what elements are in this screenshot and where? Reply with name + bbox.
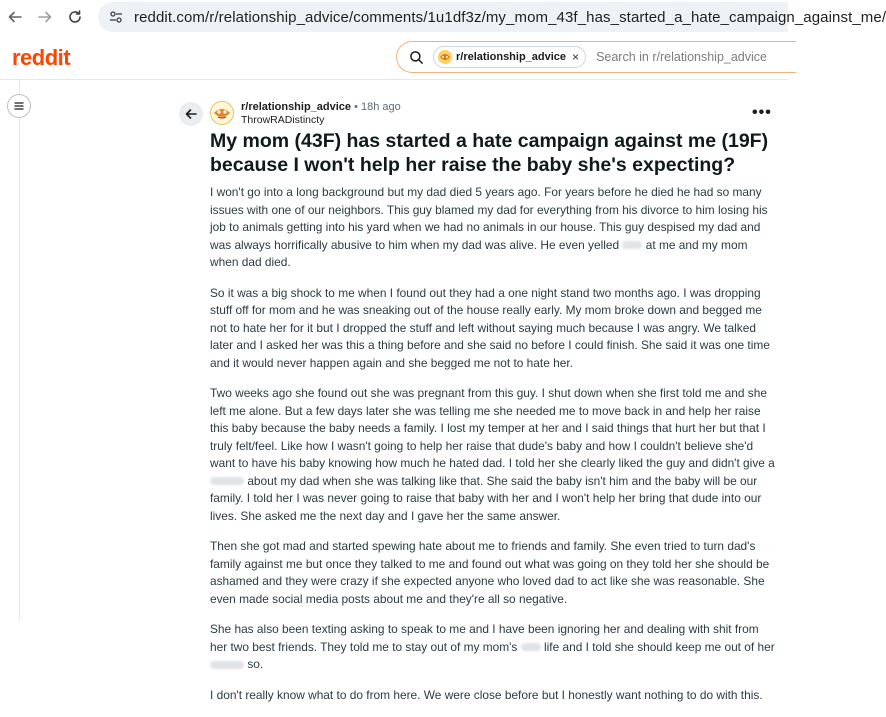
post-meta [241,101,401,113]
url-text: reddit.com/r/relationship_advice/comments/1u1df3z/my_mom_43f_has_started_a_hate_campaign_against_me/ [134,8,886,26]
post-body [210,184,778,717]
post-paragraph: Then she got mad and started spewing hate about me to friends and family. She even tried to turn dad's family against me but once they talked to me and found out what was going on they told her she should be ashamed and they were crazy if she expected anyone who loved dad to act like she was reasonable. She even made social media posts about me and they're all so negative. [210,539,770,606]
search-icon [409,49,425,65]
chip-label: r/relationship_advice [456,51,567,63]
post-paragraph: She has also been texting asking to speak to me and I have been ignoring her and dealing with shit from her two best friends. They told me to stay out of my mom's life and I told she should keep me out of her so. [210,622,775,671]
site-settings-icon[interactable] [108,9,124,25]
search-bar[interactable] [396,41,796,73]
reddit-logo[interactable]: reddit [12,45,71,70]
subreddit-avatar-icon [438,50,452,64]
back-arrow-icon[interactable] [4,6,26,28]
reload-icon[interactable] [64,6,86,28]
subreddit-filter-chip[interactable] [433,46,586,68]
subreddit-link[interactable]: r/relationship_advice [241,101,352,113]
more-options-icon[interactable]: ••• [752,104,772,121]
censored-word [521,643,541,651]
subreddit-icon[interactable] [210,101,234,125]
post-time: • 18h ago [354,101,401,113]
post-paragraph: Two weeks ago she found out she was pregnant from this guy. I shut down when she first told me and she left me alone. But a few days later she was telling me she needed me to move back in and help her raise this baby because the baby needs a family. I lost my temper at her and I said things that hurt her but that I truly felt/feel. Like how I wasn't going to help her raise that dude's baby and how I couldn't believe she'd want to have his baby knowing how much he hated dad. I told her she clearly liked the guy and didn't give a about my dad when she was talking like that. She said the baby isn't him and the baby will be our family. I told her I was never going to raise that baby with her and I won't help her bring that dude into our lives. She asked me the next day and I gave her the same answer. [210,386,775,523]
left-sidebar [0,80,20,621]
censored-word [622,241,642,249]
forward-arrow-icon[interactable] [34,6,56,28]
site-header [0,34,788,80]
back-arrow-icon [184,107,198,121]
browser-toolbar [0,0,886,34]
post-author[interactable]: ThrowRADistincty [241,114,325,126]
post-paragraph: I don't really know what to do from here. We were close before but I honestly want nothing to do with this. [210,687,763,702]
post-back-button[interactable] [179,102,203,126]
post-paragraph: So it was a big shock to me when I found out they had a one night stand two months ago. I was dropping stuff off for mom and he was sneaking out of the house really early. My mom broke down and begged me not to hate her for it but I dropped the stuff and left without saying much because I was angry. We talked later and I asked her was this a thing before and she said no before I could finish. She said it was one time and it would never happen again and she begged me not to hate her. [210,285,770,370]
censored-word [210,661,244,669]
chip-close-icon[interactable]: × [572,50,580,64]
post-paragraph: I won't go into a long background but my dad died 5 years ago. For years before he died he had so many issues with one of our neighbors. This guy blamed my dad for everything from his divorce to him losing his job to animals getting into his yard when we had no animals in our house. This guy despised my dad and was always horrifically abusive to him when my dad was alive. He even yelled at me and my mom when dad died. [210,185,768,269]
post-title: My mom (43F) has started a hate campaign against me (19F) because I won't help her raise the baby she's expecting? [210,130,769,176]
address-bar[interactable] [98,2,886,32]
censored-word [210,477,244,485]
menu-icon[interactable] [7,94,31,118]
search-input[interactable]: Search in r/relationship_advice [596,50,767,64]
